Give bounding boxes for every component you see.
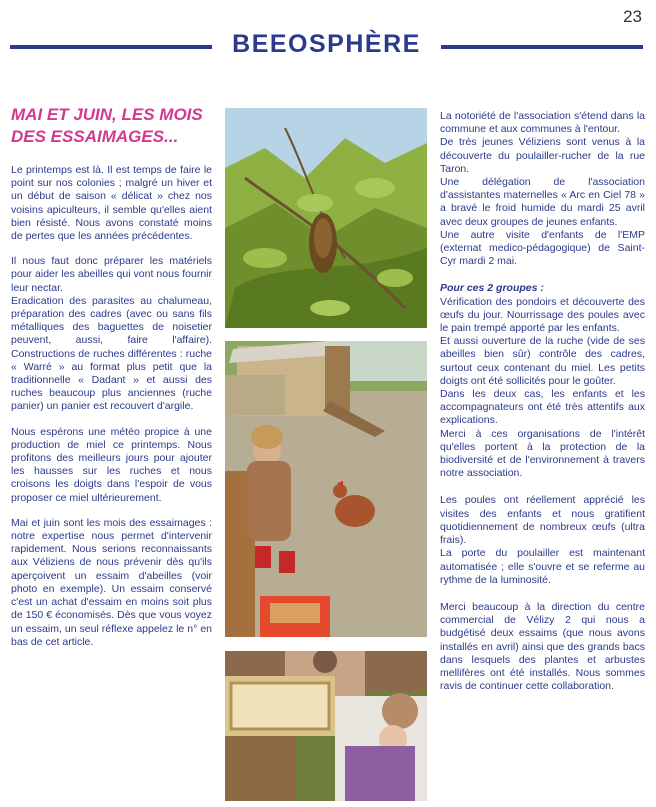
photo-child-hens	[225, 341, 427, 637]
column-right	[440, 110, 645, 705]
masthead-title: BEEOSPHÈRE	[232, 30, 421, 58]
photo-child-hens-image	[225, 341, 427, 637]
paragraph: Une délégation de l'association d'assistantes maternelles « Arc en Ciel 78 » a bravé le froid humide du mardi 25 avril avec deux groupes de jeunes enfants.	[440, 176, 645, 228]
paragraph: La notoriété de l'association s'étend dans la commune et aux communes à l'entour.	[440, 110, 645, 136]
paragraph: Les poules ont réellement apprécié les visites des enfants et nous gratifient quotidiennement de nombreux œufs (ultra frais).	[440, 494, 645, 547]
photo-children-hive-image	[225, 651, 427, 801]
paragraph: Mai et juin sont les mois des essaimages : notre expertise nous permet d'intervenir rapidement. Nous serions reconnaissants aux Véliziens de nous prévenir dès qu'ils aperçoivent un essaim d'abeilles (voir photo en exemple). Un essaim conservé c'est un achat d'essaim en moins soit plus de 150 € économisés. Dès que vous voyez un essaim, un seul réflexe appelez le n° en bas de cet article.	[11, 516, 212, 648]
paragraph: Nous espérons une météo propice à une production de miel ce printemps. Nous profitons des meilleurs jours pour ajouter les hausses sur les ruches et nous croisons les doigts dans l'espoir de vous proposer ce miel ultérieurement.	[11, 425, 212, 504]
page-number: 23	[623, 7, 642, 26]
masthead-rule-right	[441, 45, 643, 49]
paragraph: La porte du poulailler est maintenant automatisée ; elle s'ouvre et se referme au rythme de la luminosité.	[440, 547, 645, 586]
column-left	[11, 104, 212, 661]
paragraph: Dans les deux cas, les enfants et les accompagnateurs ont été très attentifs aux explications.	[440, 388, 645, 427]
paragraph: De très jeunes Véliziens sont venus à la découverte du poulailler-rucher de la rue Taron.	[440, 136, 645, 175]
section-subheading: Pour ces 2 groupes :	[440, 282, 544, 295]
article-title	[11, 104, 212, 148]
article-title-line-1: MAI ET JUIN, LES MOIS	[11, 105, 203, 124]
paragraph: Eradication des parasites au chalumeau, préparation des cadres (avec ou sans fils métalliques des baguettes de noisetier peuvent, aussi, faire l'affaire). Constructions de ruches différentes : ruche « Warré » au format plus petit que la traditionnelle « Dadant » et aussi des ruches beaucoup plus anciennes (ruche panier) un panier est recouvert d'argile.	[11, 294, 212, 413]
masthead-rule-left	[10, 45, 212, 49]
photo-children-hive	[225, 651, 427, 801]
photo-bee-swarm-image	[225, 108, 427, 328]
article-title-line-2: DES ESSAIMAGES...	[11, 127, 179, 146]
paragraph: Le printemps est là. Il est temps de faire le point sur nos colonies ; malgré un hiver et un début de saison « délicat » chez nos voisins apiculteurs, il semble qu'elles aient bien résisté. Nous avons constaté moins de pertes que les années précédentes.	[11, 164, 212, 243]
paragraph: Une autre visite d'enfants de l'EMP (externat medico-pédagogique) de Saint-Cyr mardi 2 mai.	[440, 228, 645, 268]
paragraph: Il nous faut donc préparer les matériels pour aider les abeilles qui vont nous fournir leur nectar.	[11, 255, 212, 294]
photo-bee-swarm	[225, 108, 427, 328]
paragraph: Vérification des pondoirs et découverte des œufs du jour. Nourrissage des poules avec le pain trempé apporté par les enfants.	[440, 295, 645, 335]
paragraph: Merci à ces organisations de l'intérêt qu'elles portent à la protection de la biodiversité et de l'environnement à travers notre association.	[440, 427, 645, 480]
paragraph: Merci beaucoup à la direction du centre commercial de Vélizy 2 qui nous a budgétisé deux essaims (que nous avons installés en avril) ainsi que des grands bacs dans lesquels des plantes et arbustes mellifères ont été installés. Nous sommes ravis de continuer cette collaboration.	[440, 600, 645, 693]
paragraph: Et aussi ouverture de la ruche (vide de ses abeilles bien sûr) contrôle des cadres, surtout ceux contenant du miel. Les petits doigts ont été sollicités pour le goûter.	[440, 335, 645, 387]
